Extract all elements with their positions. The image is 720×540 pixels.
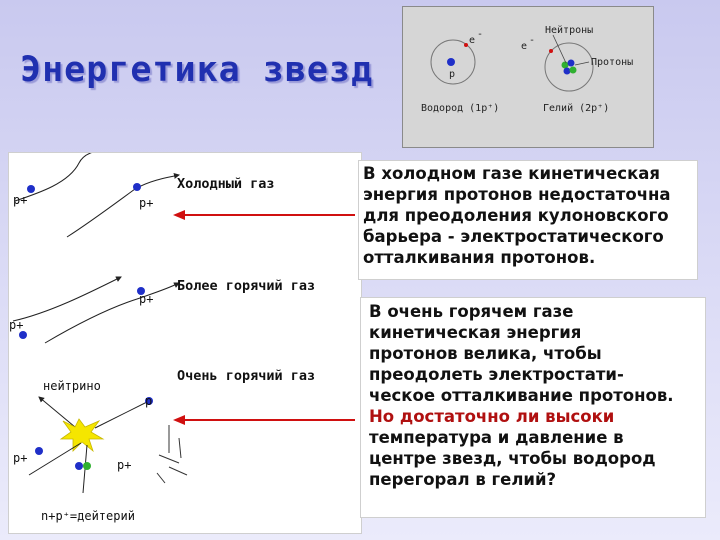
helium-electron-label: e [521, 41, 528, 52]
very-hot-proton-2 [35, 447, 43, 455]
collision-diagram [8, 152, 362, 534]
helium-neutron-2 [570, 67, 577, 74]
atom-diagram-svg [403, 7, 653, 147]
question-line-3: центре звезд, чтобы водород [369, 449, 656, 468]
helium-electron-sup: - [529, 35, 536, 46]
question-line-4: перегорал в гелий? [369, 470, 557, 489]
collision-diagram-svg [9, 153, 361, 533]
cold-trajectory-2 [67, 175, 179, 237]
hot-text-line-2: кинетическая энергия [369, 323, 582, 342]
helium-proton-2 [564, 68, 571, 75]
helium-electron [549, 49, 553, 53]
neutrino-arrow [39, 397, 75, 427]
fusion-flash [61, 419, 103, 451]
hydrogen-electron [464, 43, 468, 47]
helium-proton-1 [568, 60, 575, 67]
cold-text-line-1: В холодном газе кинетическая [363, 164, 660, 183]
atom-illustration [402, 6, 654, 148]
cold-gas-label: Холодный газ [177, 176, 275, 192]
slide-title: Энергетика звезд [20, 50, 374, 90]
cold-gas-arrowhead [173, 210, 185, 220]
very-hot-proton-1-label: p [145, 394, 153, 408]
protons-label: Протоны [591, 57, 634, 68]
cold-proton-2 [133, 183, 141, 191]
cold-text-line-3: для преодоления кулоновского [363, 206, 669, 225]
hot-proton-2 [19, 331, 27, 339]
cold-trajectory-1 [15, 153, 107, 201]
hot-text-line-3: протонов велика, чтобы [369, 344, 602, 363]
neutrino-label: нейтрино [43, 379, 101, 393]
protons-pointer [575, 62, 589, 65]
question-line-1: Но достаточно ли высоки [369, 407, 615, 426]
deuterium-proton [75, 462, 83, 470]
very-hot-gas-arrowhead [173, 415, 185, 425]
helium-neutron-1 [562, 62, 569, 69]
neutrons-pointer [553, 35, 566, 63]
question-line-2: температура и давление в [369, 428, 624, 447]
cold-gas-explanation [358, 160, 698, 280]
incoming-trajectory [95, 401, 149, 428]
hydrogen-proton [447, 58, 455, 66]
cold-proton-2-label: p+ [139, 196, 154, 210]
cold-text-line-5: отталкивания протонов. [363, 248, 596, 267]
cold-proton-1 [27, 185, 35, 193]
hot-text-line-5: ческое отталкивание протонов. [369, 386, 674, 405]
hot-text-line-4: преодолеть электростати- [369, 365, 624, 384]
very-hot-proton-2-label: p+ [13, 451, 28, 465]
deuterium-proton-label: p+ [117, 458, 132, 472]
deuterium-label: n+p⁺=дейтерий [41, 509, 135, 523]
hot-trajectory-1 [13, 277, 121, 321]
hydrogen-label: Водород (1p⁺) [421, 103, 500, 114]
hydrogen-electron-sup: - [477, 29, 484, 40]
cold-text-line-4: барьера - электростатического [363, 227, 664, 246]
radiation-lines [157, 425, 187, 483]
hydrogen-proton-label: p [449, 69, 456, 80]
neutrons-label: Нейтроны [545, 25, 594, 36]
deuterium-neutron [83, 462, 91, 470]
hot-gas-explanation [360, 297, 706, 518]
hydrogen-electron-label: e [469, 35, 476, 46]
hot-trajectory-2 [45, 283, 179, 343]
very-hot-gas-label: Очень горячий газ [177, 368, 316, 384]
hot-proton-2-label: p+ [9, 318, 24, 332]
hot-proton-1-label: p+ [139, 292, 154, 306]
hot-text-line-1: В очень горячем газе [369, 302, 574, 321]
helium-label: Гелий (2p⁺) [543, 103, 610, 114]
cold-proton-1-label: p+ [13, 193, 28, 207]
cold-text-line-2: энергия протонов недостаточна [363, 185, 671, 204]
hotter-gas-label: Более горячий газ [177, 278, 316, 294]
